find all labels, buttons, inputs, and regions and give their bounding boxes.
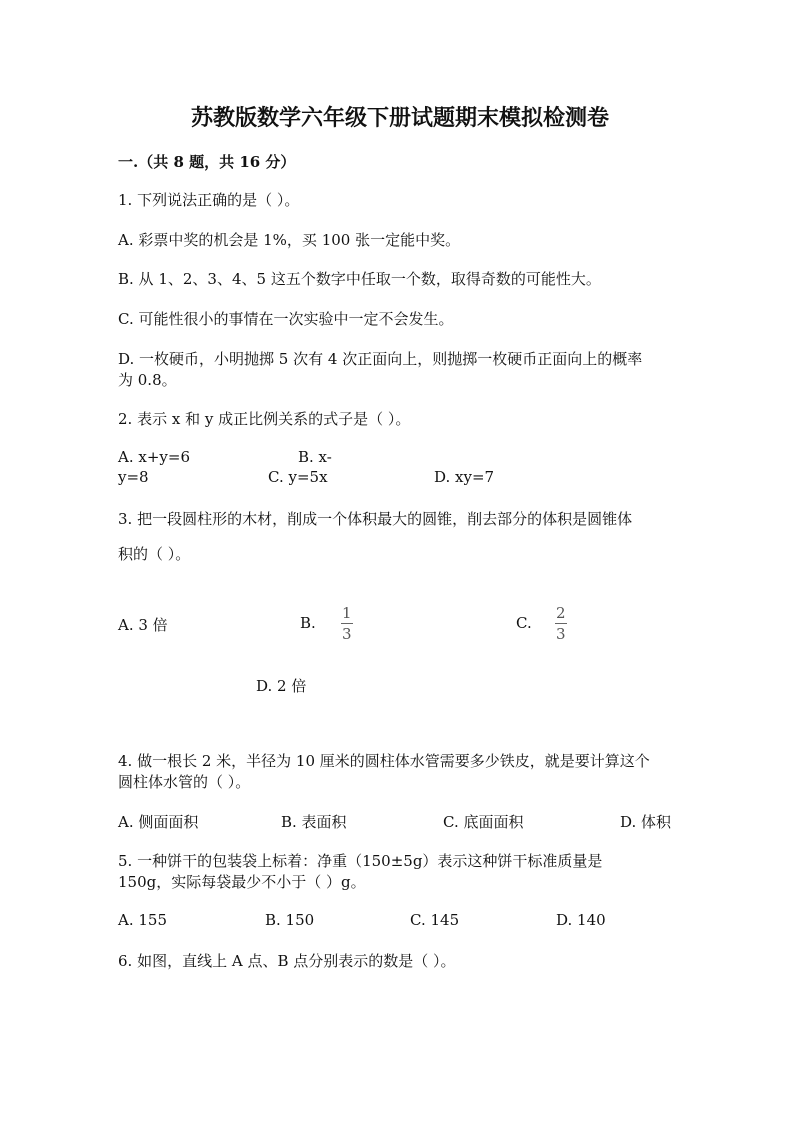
question-6-stem: 6. 如图，直线上 A 点、B 点分别表示的数是（ ）。 (118, 952, 456, 970)
question-5-stem-line1: 5. 一种饼干的包装袋上标着：净重（150±5g）表示这种饼干标准质量是 (118, 852, 603, 870)
question-1-option-d-line1: D. 一枚硬币，小明抛掷 5 次有 4 次正面向上，则抛掷一枚硬币正面向上的概率 (118, 350, 643, 368)
fraction-numerator: 1 (342, 604, 352, 622)
fraction-bar (341, 623, 353, 624)
question-4-option-b: B. 表面积 (281, 813, 347, 831)
question-4-stem-line1: 4. 做一根长 2 米，半径为 10 厘米的圆柱体水管需要多少铁皮，就是要计算这个 (118, 752, 650, 770)
question-5-option-d: D. 140 (556, 911, 606, 929)
question-2-option-b-line2: y=8 (118, 468, 149, 486)
question-1-option-d-line2: 为 0.8。 (118, 371, 177, 389)
question-3-stem-line1: 3. 把一段圆柱形的木材，削成一个体积最大的圆锥，削去部分的体积是圆锥体 (118, 510, 633, 528)
question-3-option-a: A. 3 倍 (118, 616, 168, 634)
question-2-stem: 2. 表示 x 和 y 成正比例关系的式子是（ ）。 (118, 410, 411, 428)
fraction-numerator: 2 (556, 604, 566, 622)
question-2-option-a: A. x+y=6 (118, 448, 190, 466)
question-5-stem-line2: 150g，实际每袋最少不小于（ ）g。 (118, 873, 366, 891)
question-3-option-b-label: B. (300, 614, 316, 632)
question-5-option-b: B. 150 (265, 911, 315, 929)
question-3-option-b-fraction (340, 606, 354, 642)
question-1-option-b: B. 从 1、2、3、4、5 这五个数字中任取一个数，取得奇数的可能性大。 (118, 270, 601, 288)
question-2-option-b-line1: B. x- (298, 448, 332, 466)
question-4-option-a: A. 侧面面积 (118, 813, 199, 831)
question-1-stem: 1. 下列说法正确的是（ ）。 (118, 191, 300, 209)
question-4-stem-line2: 圆柱体水管的（ ）。 (118, 773, 251, 791)
question-3-stem-line2: 积的（ ）。 (118, 545, 191, 563)
question-5-option-a: A. 155 (118, 911, 167, 929)
page-title: 苏教版数学六年级下册试题期末模拟检测卷 (190, 105, 609, 131)
question-5-option-c: C. 145 (410, 911, 460, 929)
fraction-denominator: 3 (556, 625, 566, 643)
fraction-denominator: 3 (342, 625, 352, 643)
question-2-option-d: D. xy=7 (434, 468, 495, 486)
question-2-option-c: C. y=5x (268, 468, 328, 486)
question-1-option-c: C. 可能性很小的事情在一次实验中一定不会发生。 (118, 310, 454, 328)
section-heading: 一.（共 8 题，共 16 分） (118, 153, 296, 171)
fraction-bar (555, 623, 567, 624)
question-1-option-a: A. 彩票中奖的机会是 1%，买 100 张一定能中奖。 (118, 231, 461, 249)
question-3-option-c-fraction (554, 606, 568, 642)
question-3-option-c-label: C. (516, 614, 532, 632)
question-4-option-d: D. 体积 (620, 813, 672, 831)
question-3-option-d: D. 2 倍 (256, 677, 307, 695)
question-4-option-c: C. 底面面积 (443, 813, 524, 831)
